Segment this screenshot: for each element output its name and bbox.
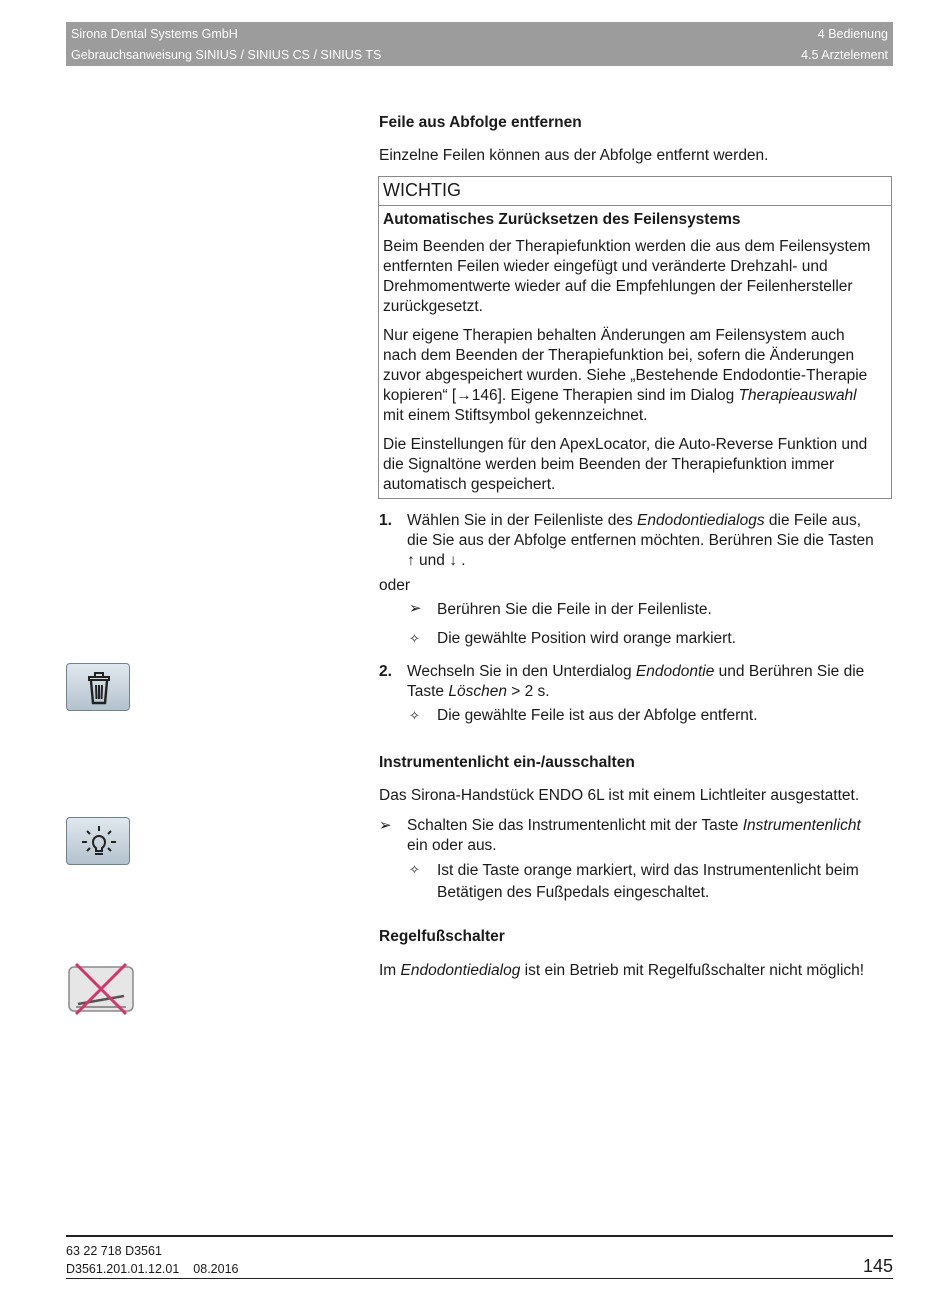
- step-1-number: 1.: [379, 512, 392, 529]
- footer-top-rule: [66, 1235, 893, 1237]
- result-arrow-icon: ✧: [409, 708, 420, 723]
- section-intro-remove-file: Einzelne Feilen können aus der Abfolge entfernt werden.: [379, 147, 769, 164]
- alt-result-text: Die gewählte Position wird orange markiert.: [437, 630, 736, 647]
- header-company: Sirona Dental Systems GmbH: [71, 27, 238, 41]
- section-title-foot-control: Regelfußschalter: [379, 928, 505, 945]
- notice-label: WICHTIG: [379, 177, 891, 206]
- instrument-light-action-text: Schalten Sie das Instrumentenlicht mit der Taste Instrumentenlicht ein oder aus.: [407, 817, 861, 854]
- header-chapter: 4 Bedienung: [817, 27, 888, 41]
- page-reference-link[interactable]: →146: [456, 387, 498, 404]
- instrument-light-result-text: Ist die Taste orange markiert, wird das Instrumentenlicht beim Betätigen des Fußpedals eingeschaltet.: [437, 862, 859, 901]
- foot-control-disabled-illustration: [66, 962, 136, 1016]
- arrow-up-icon: ↑: [407, 552, 415, 569]
- action-arrow-icon: ➢: [409, 600, 422, 617]
- step-1-text: Wählen Sie in der Feilenliste des Endodontiedialogs die Feile aus, die Sie aus der Abfolge entfernen möchten. Berühren Sie die Tasten ↑ und ↓ .: [407, 512, 874, 569]
- oder-text: oder: [379, 577, 411, 594]
- arrow-down-icon: ↓: [449, 552, 457, 569]
- header-section: 4.5 Arztelement: [801, 48, 888, 62]
- notice-paragraph-2: Nur eigene Therapien behalten Änderungen am Feilensystem auch nach dem Beenden der Therapiefunktion bei, sofern die Änderungen zuvor abgespeichert wurden. Siehe „Bestehende Endodontie-Therapie kopieren“ [→146]. Eigene Therapien sind im Dialog Therapieauswahl mit einem Stiftsymbol gekennzeichnet.: [383, 327, 868, 424]
- delete-button-illustration: [66, 663, 130, 711]
- footer-doc-version: D3561.201.01.12.01 08.2016: [66, 1262, 239, 1276]
- step-2-result-text: Die gewählte Feile ist aus der Abfolge entfernt.: [437, 707, 758, 724]
- footer-bottom-rule: [66, 1278, 893, 1279]
- notice-subtitle: Automatisches Zurücksetzen des Feilensystems: [383, 211, 741, 228]
- step-2-number: 2.: [379, 663, 392, 680]
- result-arrow-icon: ✧: [409, 631, 420, 646]
- notice-paragraph-1: Beim Beenden der Therapiefunktion werden die aus dem Feilensystem entfernten Feilen wieder eingefügt und veränderte Drehzahl- und Drehmomentwerte wieder auf die Empfehlungen der Feilenhersteller zurückgesetzt.: [383, 238, 871, 315]
- section-intro-instrument-light: Das Sirona-Handstück ENDO 6L ist mit einem Lichtleiter ausgestattet.: [379, 787, 860, 804]
- footer-date: 08.2016: [193, 1262, 239, 1276]
- page-header: [66, 22, 893, 66]
- crossed-foot-control-icon: [66, 962, 136, 1016]
- section-title-remove-file: Feile aus Abfolge entfernen: [379, 114, 582, 131]
- footer-doc-number: 63 22 718 D3561: [66, 1244, 162, 1258]
- light-bulb-icon: [67, 818, 131, 866]
- header-manual-title: Gebrauchsanweisung SINIUS / SINIUS CS / SINIUS TS: [71, 48, 382, 62]
- instrument-light-button-illustration: [66, 817, 130, 865]
- alt-action-text: Berühren Sie die Feile in der Feilenliste.: [437, 601, 712, 618]
- trash-icon: [67, 664, 131, 712]
- result-arrow-icon: ✧: [409, 862, 420, 877]
- important-notice: [378, 176, 892, 499]
- section-foot-control-text: Im Endodontiedialog ist ein Betrieb mit Regelfußschalter nicht möglich!: [379, 962, 865, 979]
- section-title-instrument-light: Instrumentenlicht ein-/ausschalten: [379, 754, 635, 771]
- step-2-text: Wechseln Sie in den Unterdialog Endodontie und Berühren Sie die Taste Löschen > 2 s.: [407, 663, 865, 700]
- page-number: 145: [862, 1256, 893, 1276]
- notice-paragraph-3: Die Einstellungen für den ApexLocator, die Auto-Reverse Funktion und die Signaltöne werden beim Beenden der Therapiefunktion immer automatisch gespeichert.: [383, 436, 868, 493]
- action-arrow-icon: ➢: [379, 817, 392, 834]
